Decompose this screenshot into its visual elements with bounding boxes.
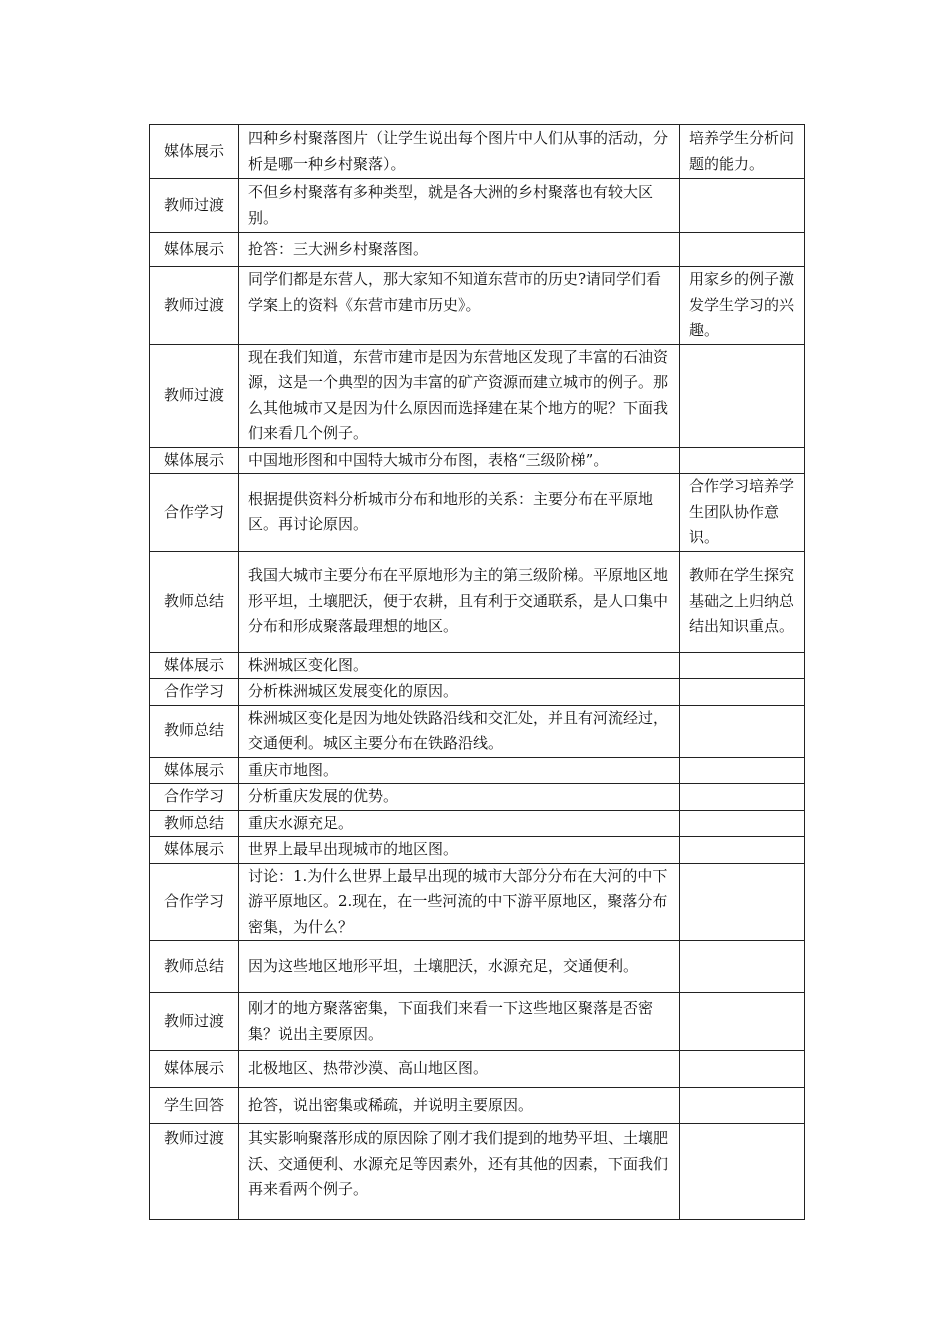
content-cell: 抢答：三大洲乡村聚落图。	[239, 233, 680, 267]
content-cell: 抢答，说出密集或稀疏，并说明主要原因。	[239, 1088, 680, 1124]
note-cell	[680, 757, 805, 784]
note-cell	[680, 1088, 805, 1124]
content-cell: 我国大城市主要分布在平原地形为主的第三级阶梯。平原地区地形平坦，土壤肥沃，便于农耕，且有利于交通联系，是人口集中分布和形成聚落最理想的地区。	[239, 551, 680, 652]
table-row	[150, 344, 805, 447]
content-cell: 中国地形图和中国特大城市分布图，表格“三级阶梯”。	[239, 447, 680, 474]
table-row	[150, 447, 805, 474]
table-row	[150, 993, 805, 1051]
content-cell: 重庆水源充足。	[239, 810, 680, 837]
role-cell: 媒体展示	[150, 447, 239, 474]
role-cell: 合作学习	[150, 784, 239, 811]
table-row	[150, 179, 805, 233]
content-cell: 现在我们知道，东营市建市是因为东营地区发现了丰富的石油资源，这是一个典型的因为丰富的矿产资源而建立城市的例子。那么其他城市又是因为什么原因而选择建在某个地方的呢？下面我们来看几个例子。	[239, 344, 680, 447]
table-row	[150, 837, 805, 864]
note-cell: 合作学习培养学生团队协作意识。	[680, 474, 805, 552]
table-row	[150, 267, 805, 345]
table-row	[150, 679, 805, 706]
note-cell	[680, 993, 805, 1051]
role-cell: 教师总结	[150, 551, 239, 652]
role-cell: 合作学习	[150, 679, 239, 706]
table-row	[150, 1124, 805, 1220]
note-cell	[680, 863, 805, 941]
lesson-plan-table	[149, 124, 805, 1220]
content-cell: 北极地区、热带沙漠、高山地区图。	[239, 1051, 680, 1088]
note-cell	[680, 784, 805, 811]
note-cell	[680, 179, 805, 233]
table-row	[150, 233, 805, 267]
role-cell: 合作学习	[150, 474, 239, 552]
note-cell	[680, 837, 805, 864]
table-row	[150, 125, 805, 179]
note-cell	[680, 447, 805, 474]
content-cell: 分析重庆发展的优势。	[239, 784, 680, 811]
table-row	[150, 551, 805, 652]
role-cell: 媒体展示	[150, 837, 239, 864]
table-row	[150, 705, 805, 757]
role-cell: 学生回答	[150, 1088, 239, 1124]
role-cell: 教师过渡	[150, 344, 239, 447]
note-cell	[680, 705, 805, 757]
content-cell: 株洲城区变化图。	[239, 652, 680, 679]
table-row	[150, 474, 805, 552]
role-cell: 媒体展示	[150, 233, 239, 267]
role-cell: 媒体展示	[150, 757, 239, 784]
table-row	[150, 810, 805, 837]
table-row	[150, 757, 805, 784]
role-cell: 媒体展示	[150, 125, 239, 179]
role-cell: 教师过渡	[150, 1124, 239, 1220]
table-row	[150, 1088, 805, 1124]
note-cell	[680, 233, 805, 267]
content-cell: 因为这些地区地形平坦，土壤肥沃，水源充足，交通便利。	[239, 941, 680, 993]
note-cell: 培养学生分析问题的能力。	[680, 125, 805, 179]
role-cell: 教师总结	[150, 810, 239, 837]
content-cell: 重庆市地图。	[239, 757, 680, 784]
content-cell: 不但乡村聚落有多种类型，就是各大洲的乡村聚落也有较大区别。	[239, 179, 680, 233]
content-cell: 分析株洲城区发展变化的原因。	[239, 679, 680, 706]
role-cell: 教师过渡	[150, 993, 239, 1051]
content-cell: 讨论：1.为什么世界上最早出现的城市大部分分布在大河的中下游平原地区。2.现在，在一些河流的中下游平原地区，聚落分布密集，为什么？	[239, 863, 680, 941]
content-cell: 世界上最早出现城市的地区图。	[239, 837, 680, 864]
content-cell: 刚才的地方聚落密集，下面我们来看一下这些地区聚落是否密集？说出主要原因。	[239, 993, 680, 1051]
note-cell	[680, 941, 805, 993]
content-cell: 株洲城区变化是因为地处铁路沿线和交汇处，并且有河流经过，交通便利。城区主要分布在铁路沿线。	[239, 705, 680, 757]
role-cell: 教师过渡	[150, 179, 239, 233]
table-row	[150, 784, 805, 811]
note-cell	[680, 679, 805, 706]
note-cell	[680, 1051, 805, 1088]
role-cell: 教师总结	[150, 705, 239, 757]
note-cell: 用家乡的例子激发学生学习的兴趣。	[680, 267, 805, 345]
role-cell: 教师过渡	[150, 267, 239, 345]
role-cell: 媒体展示	[150, 1051, 239, 1088]
note-cell	[680, 810, 805, 837]
table-row	[150, 1051, 805, 1088]
table-row	[150, 652, 805, 679]
content-cell: 根据提供资料分析城市分布和地形的关系：主要分布在平原地区。再讨论原因。	[239, 474, 680, 552]
content-cell: 四种乡村聚落图片（让学生说出每个图片中人们从事的活动，分析是哪一种乡村聚落）。	[239, 125, 680, 179]
table-row	[150, 863, 805, 941]
note-cell	[680, 344, 805, 447]
role-cell: 合作学习	[150, 863, 239, 941]
table-row	[150, 941, 805, 993]
role-cell: 媒体展示	[150, 652, 239, 679]
note-cell: 教师在学生探究基础之上归纳总结出知识重点。	[680, 551, 805, 652]
note-cell	[680, 1124, 805, 1220]
content-cell: 同学们都是东营人，那大家知不知道东营市的历史?请同学们看学案上的资料《东营市建市历史》。	[239, 267, 680, 345]
note-cell	[680, 652, 805, 679]
content-cell: 其实影响聚落形成的原因除了刚才我们提到的地势平坦、土壤肥沃、交通便利、水源充足等因素外，还有其他的因素，下面我们再来看两个例子。	[239, 1124, 680, 1220]
role-cell: 教师总结	[150, 941, 239, 993]
